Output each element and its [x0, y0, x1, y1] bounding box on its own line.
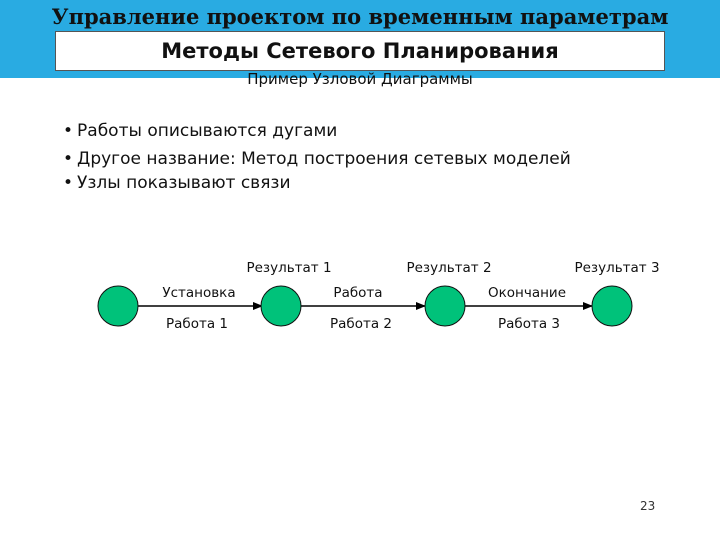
- bullet-text: Узлы показывают связи: [77, 173, 291, 193]
- arrow-top-label-3: Окончание: [487, 285, 567, 301]
- bullet-text: Другое название: Метод построения сетевых моделей: [77, 149, 571, 169]
- result-label-1: Результат 1: [246, 260, 332, 276]
- arrow-bottom-label-2: Работа 2: [329, 316, 393, 332]
- arrow-bottom-label-1: Работа 1: [165, 316, 229, 332]
- slide-header-title: Управление проектом по временным параметрам: [51, 4, 669, 29]
- arrow-top-label-2: Работа: [333, 285, 383, 301]
- diagram-caption: Пример Узловой Диаграммы: [247, 70, 473, 88]
- arrow-top-label-1: Установка: [162, 285, 236, 301]
- node-4: [592, 286, 632, 326]
- node-1: [98, 286, 138, 326]
- bullet-mark: •: [63, 121, 74, 141]
- bullet-mark: •: [63, 173, 74, 193]
- bullet-mark: •: [63, 149, 74, 169]
- node-3: [425, 286, 465, 326]
- node-2: [261, 286, 301, 326]
- page-number: 23: [640, 499, 656, 513]
- result-label-3: Результат 3: [574, 260, 660, 276]
- slide-subtitle: Методы Сетевого Планирования: [55, 31, 665, 71]
- result-label-2: Результат 2: [406, 260, 492, 276]
- bullet-text: Работы описываются дугами: [77, 121, 338, 141]
- arrow-bottom-label-3: Работа 3: [497, 316, 561, 332]
